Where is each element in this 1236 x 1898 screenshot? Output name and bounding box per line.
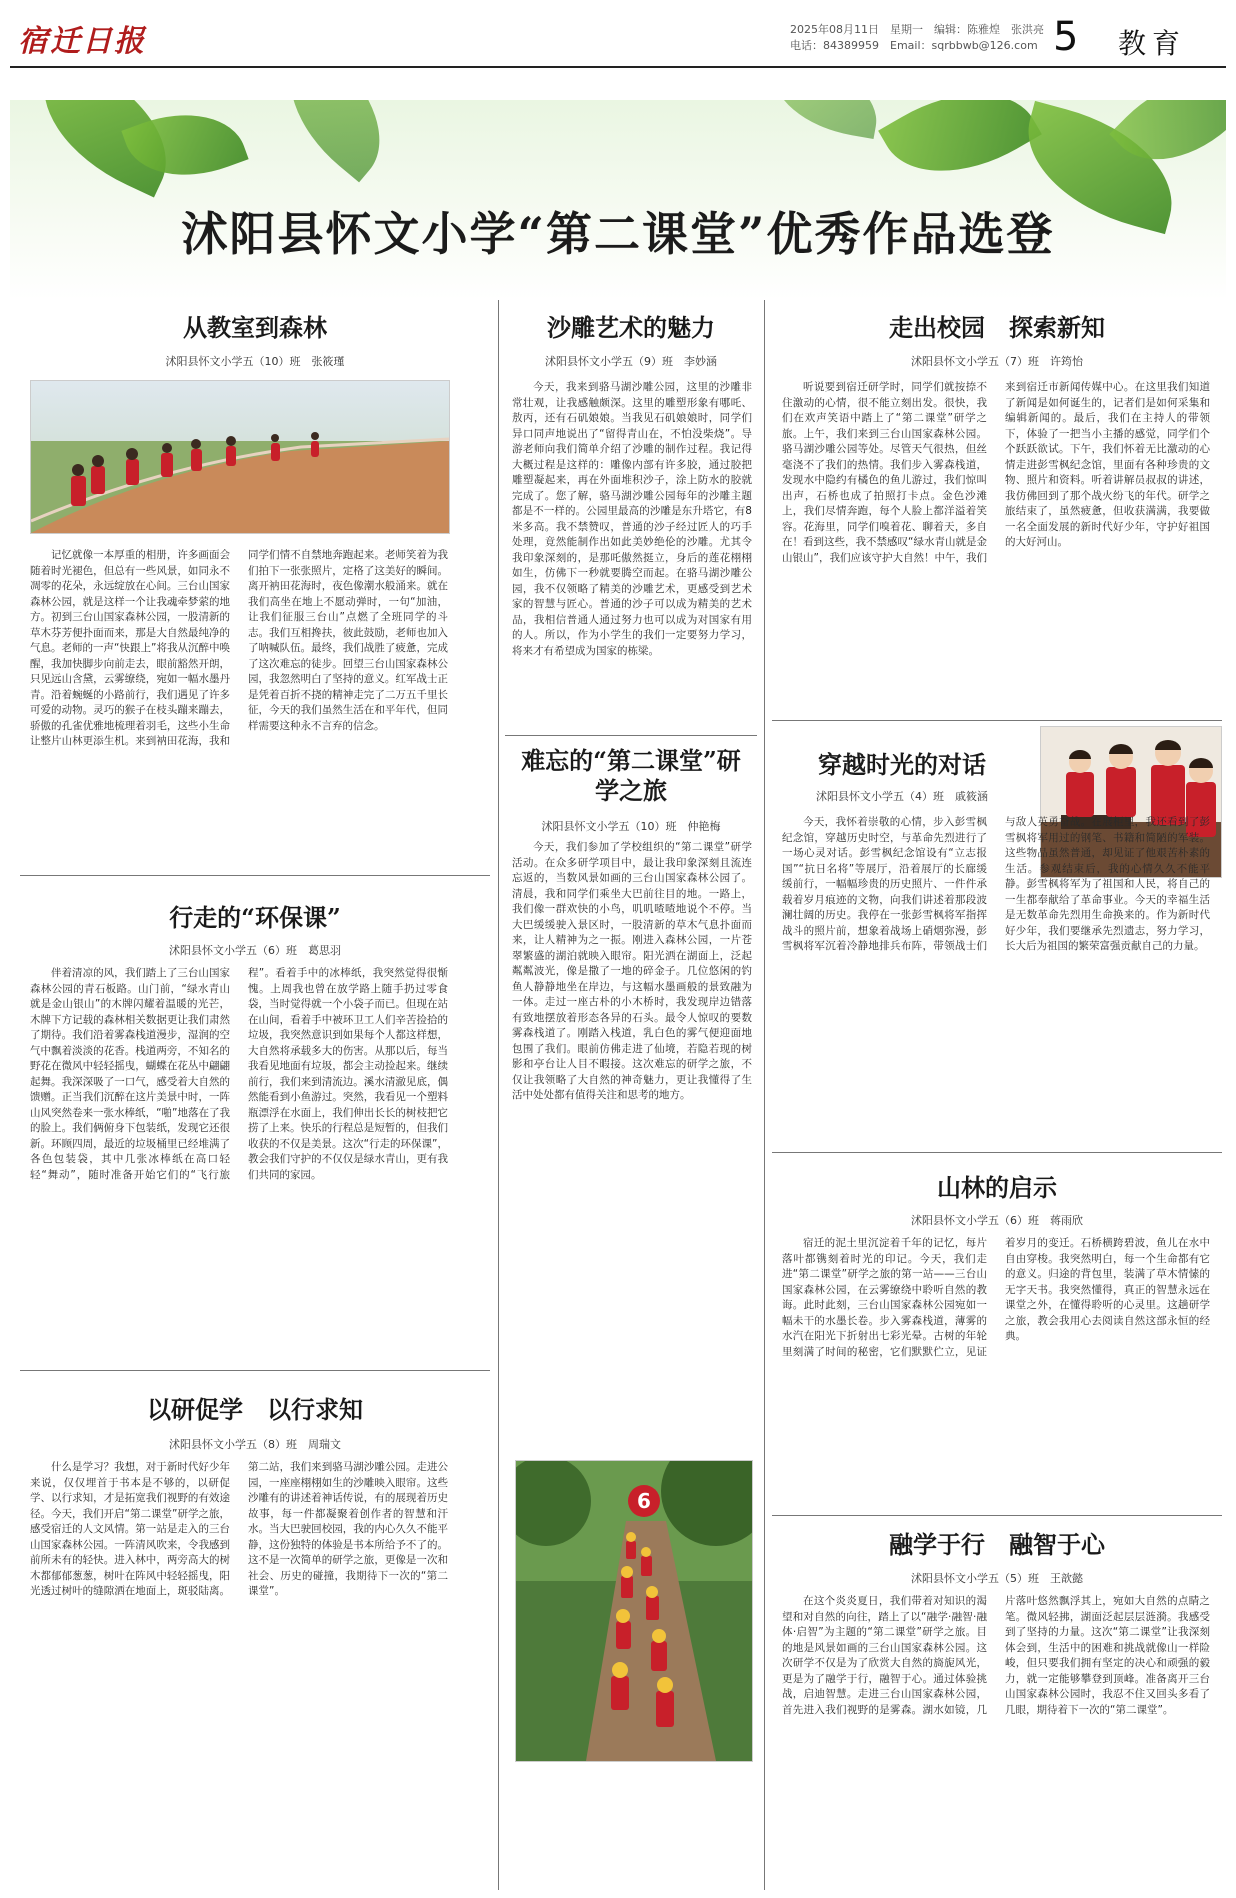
leaf-decoration	[259, 100, 410, 182]
article-title: 山林的启示	[937, 1173, 1057, 1202]
masthead	[0, 0, 1236, 80]
article-divider	[772, 1152, 1222, 1153]
article-body: 记忆就像一本厚重的相册，许多画面会随着时光褪色，但总有一些风景，如同永不凋零的花朵，永远绽放在心间。三台山国家森林公园，就是这样一个让我魂牵梦萦的地方。初到三台山国家森林公园，一股清新的草木芬芳便扑面而来，那是大自然最纯净的气息。老师的一声“快跟上”将我从沉醉中唤醒，我加快脚步向前走去，眼前豁然开朗，只见远山含黛，云雾缭绕，宛如一幅水墨丹青。沿着蜿蜒的小路前行，我们遇见了许多可爱的动物。灵巧的猴子在枝头蹦来蹦去，骄傲的孔雀优雅地梳理着羽毛，这些小生命让整片山林更添生机。来到衲田花海，我和同学们情不自禁地奔跑起来。老师笑着为我们拍下一张张照片，定格了这美好的瞬间。离开衲田花海时，夜色像潮水般涌来。就在我们高坐在地上不愿动弹时，一句“加油，让我们征服三台山”点燃了全班同学的斗志。我们互相搀扶，彼此鼓励，老师也加入了呐喊队伍。最终，我们战胜了疲惫，完成了这次难忘的徒步。回望三台山国家森林公园，我忽然明白了坚持的意义。红军战士正是凭着百折不挠的精神走完了二万五千里长征，今天的我们虽然生活在和平年代，但同样需要这种永不言弃的信念。	[30, 549, 448, 747]
photo-badge-number: 6	[637, 1489, 651, 1513]
leaf-decoration	[765, 100, 885, 139]
article-title: 走出校园 探索新知	[889, 313, 1105, 342]
section-name: 教育	[1118, 27, 1187, 60]
article-body: 听说要到宿迁研学时，同学们就按捺不住激动的心情，很不能立刻出发。很快，我们在欢声笑语中踏上了“第二课堂”研学之旅。上午，我们来到三台山国家森林公园。骆马湖沙雕公园等处。尽管天气很热，但丝毫浇不了我们的热情。我们步入雾森栈道，发现水中隐约有橘色的鱼儿游过，我们惊叫出声，石桥也成了拍照打卡点。金色沙滩上，我们尽情奔跑，每个人脸上都洋溢着笑容。花海里，同学们嗅着花、聊着天，多自在！看到这些，我不禁感叹“绿水青山就是金山银山”，我们应该守护大自然！中午，我们来到宿迁市新闻传媒中心。在这里我们知道了新闻是如何诞生的，记者们是如何采集和编辑新闻的。最后，我们在主持人的带领下，体验了一把当小主播的感觉，同学们个个跃跃欲试。下午，我们怀着无比激动的心情走进彭雪枫纪念馆，里面有各种珍贵的文物、照片和资料。听着讲解员叔叔的讲述，我仿佛回到了那个战火纷飞的年代。研学之旅结束了，虽然疲惫，但收获满满，我要做一名全面发展的新时代好少年，守护好祖国的大好河山。	[782, 381, 1210, 564]
article-divider	[772, 1515, 1222, 1516]
article-body: 今天，我来到骆马湖沙雕公园，这里的沙雕非常壮观，让我感触颇深。这里的雕塑形象有哪吒、敖丙，还有石矶娘娘。当我见石矶娘娘时，同学们异口同声地说出了“留得青山在，不怕没柴烧”。导游老师向我们简单介绍了沙雕的制作过程。我记得大概过程是这样的：雕像内部有许多胶，通过胶把雕塑凝起来，再在外面堆积沙子，涂上防水的胶就完成了。您了解，骆马湖沙雕公园每年的沙雕主题都是不一样的。公园里最高的沙雕是东升塔它，有8米多高。我不禁赞叹，普通的沙子经过匠人的巧手处理，竟然能制作出如此美妙绝伦的沙雕。尤其令我印象深刻的，是那吒傲然挺立，身后的莲花栩栩如生，仿佛下一秒就要腾空而起。在骆马湖沙雕公园，我不仅领略了精美的沙雕艺术，更感受到艺术家的智慧与匠心。普通的沙子可以成为精美的艺术品，我相信普通人通过努力也可以成为对国家有用的人。所以，作为小学生的我们一定要努力学习，将来才有希望成为国家的栋梁。	[512, 381, 752, 657]
article-body: 什么是学习？我想，对于新时代好少年来说，仅仅埋首于书本是不够的，以研促学、以行求知，才是拓宽我们视野的有效途径。今天，我们开启“第二课堂”研学之旅，感受宿迁的人文风情。第一站是走入的三台山国家森林公园。一阵清风吹来，令我感到前所未有的轻快。进入林中，两旁高大的树木都郁郁葱葱，树叶在阵风中轻轻摇曳，阳光透过树叶的缝隙洒在地面上，斑驳陆离。第二站，我们来到骆马湖沙雕公园。走进公园，一座座栩栩如生的沙雕映入眼帘。这些沙雕有的讲述着神话传说，有的展现着历史故事，每一件都凝聚着创作者的智慧和汗水。当大巴驶回校园，我的内心久久不能平静，这份独特的体验是书本所给予不了的。这不是一次简单的研学之旅，更像是一次和社会、历史的碰撞，我期待下一次的“第二课堂”。	[30, 1461, 448, 1597]
article-title: 行走的“环保课”	[169, 903, 341, 932]
article-body: 今天，我们参加了学校组织的“第二课堂”研学活动。在众多研学项目中，最让我印象深刻且流连忘返的，当数风景如画的三台山国家森林公园了。清晨，我和同学们乘坐大巴前往目的地。一路上，我们像一群欢快的小鸟，叽叽喳喳地说个不停。当大巴缓缓驶入景区时，一股清新的草木气息扑面而来，让人精神为之一振。刚进入森林公园，一片苍翠繁盛的湖泊就映入眼帘。阳光洒在湖面上，泛起粼粼波光，像是撒了一地的碎金子。几位悠闲的钓鱼人静静地坐在岸边，与这幅水墨画般的景致融为一体。走过一座古朴的小木桥时，我发现岸边错落有致地摆放着形态各异的石头。最令人惊叹的要数雾森栈道了。刚踏入栈道，乳白色的雾气便迎面地包围了我们。眼前仿佛走进了仙境，若隐若现的树影和亭台让人目不暇接。这次难忘的研学之旅，不仅让我领略了大自然的神奇魅力，更让我懂得了生活中处处都有值得关注和思考的地方。	[512, 841, 752, 1101]
page-number: 5	[1053, 14, 1079, 60]
article-byline: 沭阳县怀文小学五（6）班 葛思羽	[169, 944, 341, 957]
article-title: 沙雕艺术的魅力	[547, 313, 715, 342]
forest-walk-photo	[30, 380, 450, 534]
article-body: 在这个炎炎夏日，我们带着对知识的渴望和对自然的向往，踏上了以“融学·融智·融体·启智”为主题的“第二课堂”研学之旅。目的地是风景如画的三台山国家森林公园。这次研学不仅是为了欣赏大自然的旖旎风光，更是为了融学于行，融智于心。通过体验挑战，启迪智慧。走进三台山国家森林公园，首先进入我们视野的是雾森。湖水如镜，几片落叶悠然飘浮其上，宛如大自然的点睛之笔。微风轻拂，湖面泛起层层涟漪。我感受到了坚持的力量。这次“第二课堂”让我深刻体会到，生活中的困难和挑战就像山一样险峻，但只要我们拥有坚定的决心和顽强的毅力，就一定能够攀登到顶峰。准备离开三台山国家森林公园时，我忍不住又回头多看了几眼，期待着下一次的“第二课堂”。	[782, 1595, 1210, 1716]
article-byline: 沭阳县怀文小学五（10）班 仲艳梅	[541, 820, 721, 833]
article-title: 难忘的“第二课堂”研学之旅	[521, 746, 741, 805]
article-title: 穿越时光的对话	[818, 750, 986, 779]
article-body: 今天，我怀着崇敬的心情，步入彭雪枫纪念馆，穿越历史时空，与革命先烈进行了一场心灵对话。彭雪枫纪念馆设有“立志报国”“抗日名将”等展厅，沿着展厅的长廊缓缓前行，一幅幅珍贵的历史照片、一件件承载着岁月痕迹的文物，向我们讲述着那段波澜壮阔的历史。我停在一张彭雪枫将军指挥战斗的照片前，想象着战场上硝烟弥漫，彭雪枫将军沉着冷静地排兵布阵，带领战士们与敌人英勇奋战。在展柜里，我还看到了彭雪枫将军用过的钢笔、书籍和简陋的军装。这些物品虽然普通，却见证了他艰苦朴素的生活。参观结束后，我的心情久久不能平静。彭雪枫将军为了祖国和人民，将自己的一生都奉献给了革命事业。今天的幸福生活是无数革命先烈用生命换来的。作为新时代好少年，我们要继承先烈遗志，努力学习，长大后为祖国的繁荣富强贡献自己的力量。	[782, 816, 1210, 952]
leaf-decoration	[878, 100, 1042, 204]
article-byline: 沭阳县怀文小学五（5）班 王歆懿	[911, 1572, 1083, 1585]
article-divider	[20, 1370, 490, 1371]
article-body: 宿迁的泥土里沉淀着千年的记忆，每片落叶都镌刻着时光的印记。今天，我们走进“第二课堂”研学之旅的第一站——三台山国家森林公园，在云雾缭绕中聆听自然的教诲。此时此刻，三台山国家森林公园宛如一幅未干的水墨长卷。步入雾森栈道，薄雾的水汽在阳光下折射出七彩光晕。古树的年轮里刻满了时间的秘密，它们默默伫立，见证着岁月的变迁。石桥横跨碧波，鱼儿在水中自由穿梭。我突然明白，每一个生命都有它的意义。归途的背包里，装满了草木情愫的无字天书。我突然懂得，真正的智慧永远在课堂之外，在懂得聆听的心灵里。这趟研学之旅，教会我用心去阅读自然这部永恒的经典。	[782, 1237, 1210, 1358]
column-divider	[498, 300, 499, 1890]
article-title: 以研促学 以行求知	[147, 1395, 363, 1424]
students-boardwalk-photo	[515, 1460, 753, 1762]
article-byline: 沭阳县怀文小学五（10）班 张筱瑾	[165, 355, 345, 368]
column-divider	[764, 300, 765, 1890]
article-title: 融学于行 融智于心	[889, 1530, 1105, 1559]
issue-meta	[790, 22, 1050, 54]
newspaper-logo: 宿迁日报	[18, 24, 146, 59]
article-byline: 沭阳县怀文小学五（4）班 戚筱涵	[816, 790, 988, 803]
article-byline: 沭阳县怀文小学五（9）班 李妙涵	[545, 355, 717, 368]
article-byline: 沭阳县怀文小学五（6）班 蒋雨欣	[911, 1214, 1083, 1227]
article-byline: 沭阳县怀文小学五（7）班 许筠怡	[911, 355, 1083, 368]
article-divider	[772, 720, 1222, 721]
banner-title: 沭阳县怀文小学“第二课堂”优秀作品选登	[181, 207, 1055, 261]
date-line: 2025年08月11日 星期一 编辑：陈雅煌 张洪亮	[790, 23, 1044, 36]
article-title: 从教室到森林	[183, 313, 327, 342]
article-body: 伴着清凉的风，我们踏上了三台山国家森林公园的青石板路。山门前，“绿水青山就是金山银山”的木牌闪耀着温暖的光芒，木牌下方记载的森林相关数据更让我们肃然了期待。我们沿着雾森栈道漫步，湿润的空气中飘着淡淡的花香。栈道两旁，不知名的野花在微风中轻轻摇曳，蝴蝶在花丛中翩翩起舞。我深深吸了一口气，感受着大自然的馈赠。正当我们沉醉在这片美景中时，一阵山风突然卷来一张水棒纸，“啪”地落在了我的脸上。我们俩俯身下包装纸，发现它还很新。环顾四周，最近的垃圾桶里已经堆满了各色包装袋，其中几张冰棒纸在高口轻轻“舞动”，随时准备开始它们的“飞行旅程”。看着手中的冰棒纸，我突然觉得很惭愧。上周我也曾在放学路上随手扔过零食袋，当时觉得就一个小袋子而已。但现在站在山间，看着手中被环卫工人们辛苦捡拾的垃圾，我突然意识到如果每个人都这样想，大自然将承载多大的伤害。从那以后，每当我看见地面有垃圾，都会主动捡起来。继续前行，我们来到清流边。溪水清澈见底，偶然能看到小鱼游过。突然，我看见一个塑料瓶漂浮在水面上，我们伸出长长的树枝把它捞了上来。快乐的行程总是短暂的，但我们收获的不仅是美景。这次“行走的环保课”，教会我们守护的不仅仅是绿水青山，更有我们共同的家园。	[30, 967, 448, 1181]
article-divider	[505, 735, 757, 736]
masthead-rule	[10, 66, 1226, 68]
article-divider	[20, 875, 490, 876]
contact-line: 电话：84389959 Email：sqrbbwb@126.com	[790, 39, 1038, 52]
article-byline: 沭阳县怀文小学五（8）班 周瑞文	[169, 1438, 341, 1451]
